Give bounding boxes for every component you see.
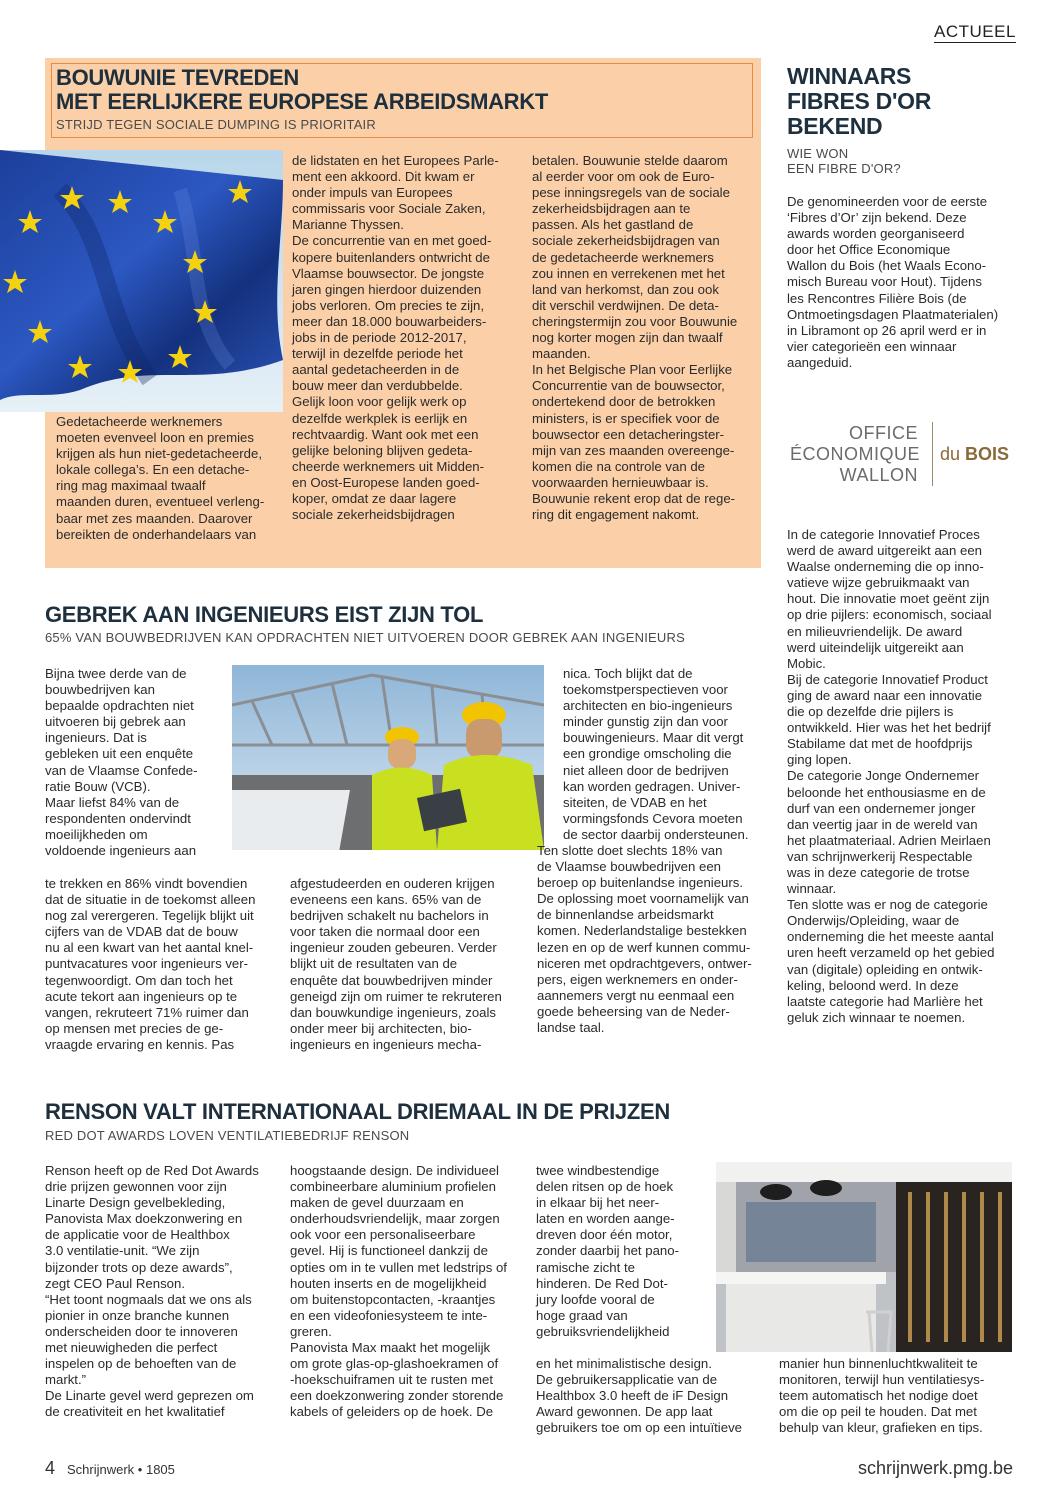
article-ingenieurs-subtitle: 65% VAN BOUWBEDRIJVEN KAN OPDRACHTEN NIET UITVOEREN DOOR GEBREK AAN INGENIEURS xyxy=(45,630,685,645)
ingenieurs-column-2: afgestudeerden en ouderen krijgen eveneens een kans. 65% van de bedrijven schakelt nu bachelors in voor taken die normaal door een ingenieur zouden gebeuren. Verder blijkt uit de resultaten van de enquête dat bouwbedrijven minder geneigd zijn om ruimer te rekruteren dan bouwkundige ingenieurs, zoals onder meer bij architecten, bio- ingenieurs en ingenieurs mecha- xyxy=(290,876,502,1052)
footer xyxy=(45,1458,1013,1482)
kitchen-photo xyxy=(716,1162,1012,1352)
article-column-2: de lidstaten en het Europees Parle- ment een akkoord. Dit kwam er onder impuls van Europees commissaris voor Sociale Zaken, Marianne Thyssen. De concurrentie van en met goed- kopere buitenlanders ontwricht de Vlaamse bouwsector. De jongste jaren gingen hierdoor duizenden jobs verloren. Om precies te zijn, meer dan 18.000 bouwarbeiders- jobs in de periode 2012-2017, terwijl in dezelfde periode het aantal gedetacheerden in de bouw meer dan verdubbelde. Gelijk loon voor gelijk werk op dezelfde werkplek is eerlijk en rechtvaardig. Want ook met een gelijke beloning blijven gedeta- cheerde werknemers uit Midden- en Oost-Europese landen goed- koper, omdat ze daar lagere sociale zekerheidsbijdragen xyxy=(292,153,499,523)
logo-divider xyxy=(932,422,933,486)
logo-bois: BOIS xyxy=(965,444,1010,464)
article-title-line1: BOUWUNIE TEVREDEN xyxy=(56,65,300,90)
article-subtitle: STRIJD TEGEN SOCIALE DUMPING IS PRIORITAIR xyxy=(56,117,376,132)
article-ingenieurs-title: GEBREK AAN INGENIEURS EIST ZIJN TOL xyxy=(45,602,484,627)
article-column-3: betalen. Bouwunie stelde daarom al eerder voor om ook de Euro- pese inningsregels van de sociale zekerheidsbijdragen aan te passen. Als het gastland de sociale zekerheidsbijdragen van de gedetacheerde werknemers zou innen en verrekenen met het land van herkomst, dan zou ook dit verschil verdwijnen. De deta- cheringstermijn zou voor Bouwunie nog korter mogen zijn dan twaalf maanden. In het Belgische Plan voor Eerlijke Concurrentie van de bouwsector, ondertekend door de betrokken ministers, is er specifiek voor de bouwsector een detacheringster- mijn van zes maanden overeenge- komen die na controle van de voorwaarden hernieuwbaar is. Bouwunie rekent erop dat de rege- ring dit engagement nakomt. xyxy=(532,153,738,523)
section-label: ACTUEEL xyxy=(934,22,1016,41)
logo-line3: WALLON xyxy=(839,465,918,485)
renson-column-3a: twee windbestendige delen ritsen op de hoek in elkaar bij het neer- laten en worden aange- dreven door één motor, zonder daarbij het pano- ramische zicht te hinderen. De Red Dot- jury loofde vooral de hoge graad van gebruiksvriendelijkheid xyxy=(536,1163,679,1339)
renson-column-4: manier hun binnenluchtkwaliteit te monitoren, terwijl hun ventilatiesys- teem automatisch het nodige doet om die op peil te houden. Dat met behulp van kleur, grafieken en tips. xyxy=(779,1356,985,1436)
sidebar-subtitle: WIE WON EEN FIBRE D'OR? xyxy=(787,146,901,176)
article-renson-title: RENSON VALT INTERNATIONAAL DRIEMAAL IN DE PRIJZEN xyxy=(45,1099,670,1124)
article-title-line2: MET EERLIJKERE EUROPESE ARBEIDSMARKT xyxy=(56,89,548,114)
magazine-name: Schrijnwerk • 1805 xyxy=(67,1462,175,1477)
article-renson-subtitle: RED DOT AWARDS LOVEN VENTILATIEBEDRIJF RENSON xyxy=(45,1128,410,1143)
renson-column-3b: en het minimalistische design. De gebruikersapplicatie van de Healthbox 3.0 heeft de iF Design Award gewonnen. De app laat gebruikers toe om op een intuïtieve xyxy=(536,1356,742,1436)
ingenieurs-column-1a: Bijna twee derde van de bouwbedrijven kan bepaalde opdrachten niet uitvoeren bij gebrek aan ingenieurs. Dat is gebleken uit een enquête van de Vlaamse Confede- ratie Bouw (VCB). Maar liefst 84% van de respondenten ondervindt moeilijkheden om voldoende ingenieurs aan xyxy=(45,666,198,859)
renson-column-2: hoogstaande design. De individueel combineerbare aluminium profielen maken de gevel duurzaam en onderhoudsvriendelijk, maar zorgen ook voor een personaliseerbare gevel. Hij is functioneel dankzij de opties om in te vullen met ledstrips of houten inserts en de mogelijkheid om buitenstopcontacten, -kraantjes en een videofoniesysteem te inte- greren. Panovista Max maakt het mogelijk om grote glas-op-glashoekramen of -hoekschuiframen uit te rusten met een doekzonwering zonder storende kabels of geleiders op de hoek. De xyxy=(290,1163,507,1420)
logo-line1: OFFICE xyxy=(849,423,918,443)
sidebar-body: In de categorie Innovatief Proces werd de award uitgereikt aan een Waalse onderneming die op inno- vatieve wijze gebruikmaakt van hout. Die innovatie moet geënt zijn op drie pijlers: economisch, sociaal en milieuvriendelijk. De award werd uiteindelijk uitgereikt aan Mobic. Bij de categorie Innovatief Product ging de award naar een innovatie die op dezelfde drie pijlers is ontwikkeld. Hier was het het bedrijf Stabilame dat met de hoofdprijs ging lopen. De categorie Jonge Ondernemer beloonde het enthousiasme en de durf van een ondernemer jonger dan veertig jaar in de wereld van het plaatmateriaal. Adrien Meirlaen van schrijnwerkerij Respectable was in deze categorie de trotse winnaar. Ten slotte was er nog de categorie Onderwijs/Opleiding, waar de onderneming die het meeste aantal uren heeft verzameld op het gebied van (digitale) opleiding en ontwik- keling, beloond werd. In deze laatste categorie had Marlière het geluk zich winnaar te noemen. xyxy=(787,527,995,1025)
oewb-logo xyxy=(790,420,1020,488)
sidebar-title: WINNAARS FIBRES D'OR BEKEND xyxy=(787,63,932,139)
article-column-1: Gedetacheerde werknemers moeten evenveel loon en premies krijgen als hun niet-gedetacheerde, lokale collega’s. En een detache- ring mag maximaal twaalf maanden duren, eventueel verleng- baar met zes maanden. Daarover bereikten de onderhandelaars van xyxy=(56,414,265,542)
footer-url[interactable]: schrijnwerk.pmg.be xyxy=(857,1458,1013,1478)
ingenieurs-column-3a: nica. Toch blijkt dat de toekomstperspectieven voor architecten en bio-ingenieurs minder gunstig zijn dan voor bouwingenieurs. Maar dit vergt een grondige omscholing die niet alleen door de bedrijven kan worden gedragen. Univer- siteiten, de VDAB en het vormingsfonds Cevora moeten de sector daarbij ondersteunen. xyxy=(563,666,749,842)
renson-column-1: Renson heeft op de Red Dot Awards drie prijzen gewonnen voor zijn Linarte Design gevelbekleding, Panovista Max doekzonwering en de applicatie voor de Healthbox 3.0 ventilatie-unit. “We zijn bijzonder trots op deze awards”, zegt CEO Paul Renson. “Het toont nogmaals dat we ons als pionier in onze branche kunnen onderscheiden door te innoveren met nieuwigheden die perfect inspelen op de behoeften van de markt.” De Linarte gevel werd geprezen om de creativiteit en het kwalitatief xyxy=(45,1163,259,1420)
ingenieurs-column-1b: te trekken en 86% vindt bovendien dat de situatie in de toekomst alleen nog zal verergeren. Tegelijk blijkt uit cijfers van de VDAB dat de bouw nu al een kwart van het aantal knel- puntvacatures voor ingenieurs ver- tegenwoordigt. Om dan toch het acute tekort aan ingenieurs op te vangen, rekruteert 71% ruimer dan op mensen met precies de ge- vraagde ervaring en kennis. Pas xyxy=(45,876,256,1052)
engineers-photo xyxy=(232,665,544,850)
ingenieurs-column-3b: Ten slotte doet slechts 18% van de Vlaamse bouwbedrijven een beroep op buitenlandse ingenieurs. De oplossing moet voornamelijk van de binnenlandse arbeidsmarkt komen. Nederlandstalige bestekken lezen en op de werf kunnen commu- niceren met opdrachtgevers, ontwer- pers, eigen werknemers en onder- aannemers vergt nu eenmaal een goede beheersing van de Neder- landse taal. xyxy=(537,843,752,1036)
logo-du: du xyxy=(940,444,966,464)
page-number: 4 xyxy=(45,1458,56,1478)
eu-flag-image xyxy=(0,150,283,412)
logo-line2: ÉCONOMIQUE xyxy=(790,444,921,464)
sidebar-intro: De genomineerden voor de eerste ‘Fibres d’Or’ zijn bekend. Deze awards worden georganiseerd door het Office Economique Wallon du Bois (het Waals Econo- misch Bureau voor Hout). Tijdens les Rencontres Filière Bois (de Ontmoetingsdagen Plaatmaterialen) in Libramont op 26 april werd er in vier categorieën een winnaar aangeduid. xyxy=(787,194,999,370)
